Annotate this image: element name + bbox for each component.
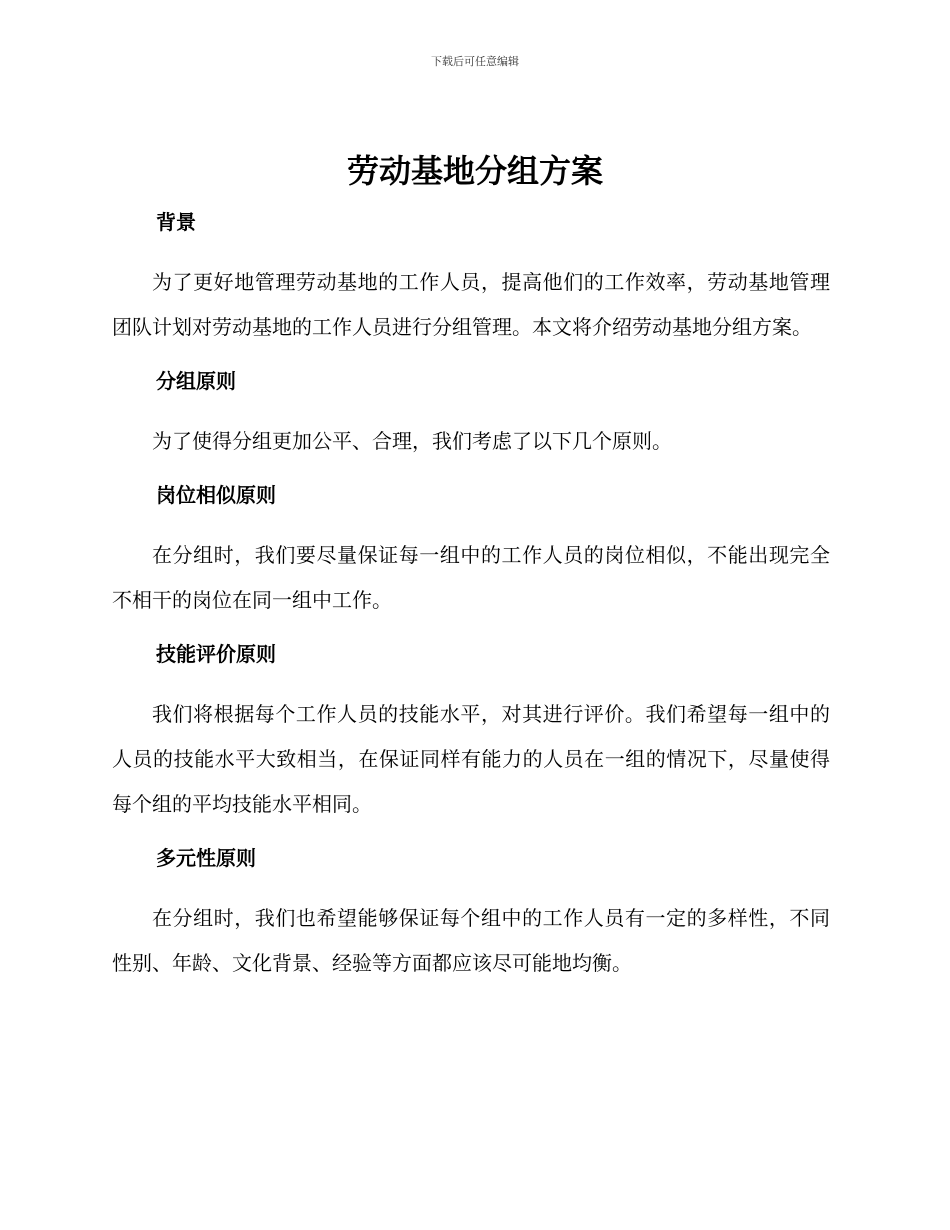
section-diversity [112, 840, 830, 986]
section-grouping-principles [112, 363, 830, 477]
page-header-note: 下载后可任意编辑 [431, 55, 519, 68]
section-background [112, 204, 830, 363]
section-paragraph: 在分组时，我们也希望能够保证每个组中的工作人员有一定的多样性，不同性别、年龄、文化背景、经验等方面都应该尽可能地均衡。 [112, 906, 830, 975]
section-heading: 背景 [156, 210, 196, 234]
document-title: 劳动基地分组方案 [346, 152, 603, 190]
section-heading: 技能评价原则 [156, 642, 276, 666]
section-heading: 分组原则 [156, 369, 236, 393]
section-paragraph: 我们将根据每个工作人员的技能水平，对其进行评价。我们希望每一组中的人员的技能水平大致相当，在保证同样有能力的人员在一组的情况下，尽量使得每个组的平均技能水平相同。 [112, 702, 830, 816]
section-skill-evaluation [112, 636, 830, 840]
section-heading: 多元性原则 [156, 846, 256, 870]
section-paragraph: 为了更好地管理劳动基地的工作人员，提高他们的工作效率，劳动基地管理团队计划对劳动基地的工作人员进行分组管理。本文将介绍劳动基地分组方案。 [112, 270, 830, 339]
section-paragraph: 在分组时，我们要尽量保证每一组中的工作人员的岗位相似，不能出现完全不相干的岗位在同一组中工作。 [112, 543, 830, 612]
section-heading: 岗位相似原则 [156, 483, 276, 507]
section-paragraph: 为了使得分组更加公平、合理，我们考虑了以下几个原则。 [152, 429, 672, 453]
section-position-similarity [112, 477, 830, 636]
document-body [112, 204, 830, 986]
